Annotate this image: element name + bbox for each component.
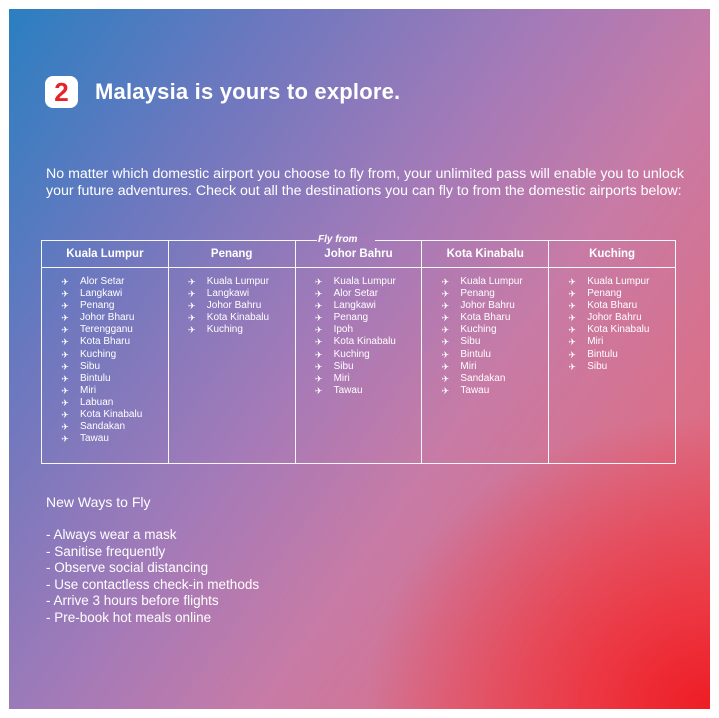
airplane-icon: ✈ <box>61 277 69 287</box>
destination-label: Kuala Lumpur <box>333 276 396 287</box>
airplane-icon: ✈ <box>441 373 450 384</box>
list-item <box>314 324 422 336</box>
list-item <box>567 349 675 361</box>
destination-label: Tawau <box>80 433 109 445</box>
list-item <box>60 385 168 397</box>
list-item <box>60 324 168 336</box>
airplane-icon: ✈ <box>441 325 450 336</box>
airplane-icon: ✈ <box>61 313 69 324</box>
promo-panel <box>9 9 710 709</box>
list-item <box>440 373 548 385</box>
airplane-icon: ✈ <box>568 349 576 360</box>
destination-label: Alor Setar <box>80 276 125 287</box>
list-item <box>60 409 168 421</box>
intro-paragraph: No matter which domestic airport you choose to fly from, your unlimited pass will enable you to unlock your future adventures. Check out all the destinations you can fly to from the domestic airports below: <box>46 166 684 199</box>
destination-label: Kota Kinabalu <box>80 409 143 421</box>
airplane-icon: ✈ <box>188 277 196 287</box>
destination-label: Sibu <box>460 336 481 348</box>
list-item <box>60 336 168 348</box>
destination-label: Tawau <box>333 384 363 396</box>
list-item <box>567 324 675 336</box>
list-item: - Use contactless check-in methods <box>46 576 260 592</box>
airplane-icon: ✈ <box>61 289 69 300</box>
table-column <box>169 241 296 463</box>
airplane-icon: ✈ <box>568 325 576 336</box>
airplane-icon: ✈ <box>441 301 450 312</box>
destination-label: Kuching <box>206 324 243 336</box>
destination-label: Kuching <box>333 348 370 360</box>
list-item: - Always wear a mask <box>46 527 177 542</box>
list-item <box>440 276 548 288</box>
column-origin-header: Johor Bahru <box>296 241 422 268</box>
airplane-icon: ✈ <box>314 337 323 348</box>
list-item <box>567 288 675 300</box>
airplane-icon: ✈ <box>568 301 576 312</box>
destination-label: Langkawi <box>80 288 123 300</box>
list-item <box>60 361 168 373</box>
airplane-icon: ✈ <box>61 385 69 396</box>
list-item <box>440 312 548 324</box>
column-origin-header: Kuala Lumpur <box>42 241 168 268</box>
airplane-icon: ✈ <box>314 313 323 324</box>
list-item <box>60 288 168 300</box>
new-ways-list <box>46 527 259 627</box>
list-item <box>314 349 422 361</box>
list-item <box>60 397 168 409</box>
column-origin-header: Penang <box>169 241 295 268</box>
destination-label: Miri <box>587 336 604 348</box>
airplane-icon: ✈ <box>61 397 69 408</box>
destination-label: Tawau <box>460 384 490 396</box>
list-item: - Sanitise frequently <box>46 543 166 559</box>
destination-label: Johor Bahru <box>206 300 262 312</box>
airplane-icon: ✈ <box>441 313 450 324</box>
destination-label: Sibu <box>333 360 354 372</box>
destination-label: Kota Kinabalu <box>206 312 270 324</box>
destination-label: Kota Kinabalu <box>333 336 396 348</box>
list-item <box>314 336 422 348</box>
destination-label: Bintulu <box>460 348 491 360</box>
table-column <box>549 241 675 463</box>
list-item <box>440 300 548 312</box>
airplane-icon: ✈ <box>441 277 450 287</box>
airplane-icon: ✈ <box>61 422 69 433</box>
destination-label: Kuching <box>460 324 497 336</box>
destination-label: Kota Bharu <box>80 336 131 348</box>
airplane-icon: ✈ <box>188 289 196 300</box>
list-item: - Pre-book hot meals online <box>46 609 212 625</box>
destination-label: Terengganu <box>80 324 133 336</box>
list-item <box>314 312 422 324</box>
list-item <box>60 300 168 312</box>
airplane-icon: ✈ <box>441 289 450 300</box>
destination-label: Kuala Lumpur <box>206 276 270 287</box>
list-item <box>567 276 675 288</box>
destination-label: Langkawi <box>206 288 250 300</box>
destination-label: Johor Bahru <box>587 312 642 324</box>
airplane-icon: ✈ <box>61 410 69 421</box>
list-item <box>314 300 422 312</box>
list-item <box>314 361 422 373</box>
list-item <box>440 336 548 348</box>
airplane-icon: ✈ <box>568 289 576 300</box>
list-item <box>314 276 422 288</box>
airplane-icon: ✈ <box>314 385 323 396</box>
airplane-icon: ✈ <box>568 313 576 324</box>
list-item <box>567 312 675 324</box>
destination-label: Langkawi <box>333 300 376 312</box>
destination-list <box>422 268 548 397</box>
list-item <box>440 349 548 361</box>
airplane-icon: ✈ <box>441 349 450 360</box>
destination-label: Bintulu <box>80 372 111 384</box>
destination-label: Kuala Lumpur <box>587 276 650 287</box>
airplane-icon: ✈ <box>61 434 69 445</box>
list-item: - Arrive 3 hours before flights <box>46 593 219 609</box>
destination-label: Kota Bharu <box>587 300 638 312</box>
destination-label: Kuala Lumpur <box>460 276 523 287</box>
new-ways-title: New Ways to Fly <box>46 494 151 510</box>
destination-label: Sibu <box>80 360 101 372</box>
destination-label: Miri <box>80 384 97 396</box>
destination-label: Alor Setar <box>333 288 379 300</box>
list-item <box>187 300 295 312</box>
table-column <box>422 241 549 463</box>
airplane-icon: ✈ <box>61 325 69 336</box>
list-item <box>187 288 295 300</box>
destination-label: Kota Bharu <box>460 312 511 324</box>
destination-list <box>169 268 295 336</box>
destination-list <box>296 268 422 397</box>
destination-label: Penang <box>460 288 495 300</box>
list-item <box>60 433 168 445</box>
table-column <box>296 241 423 463</box>
airplane-icon: ✈ <box>188 313 196 324</box>
destination-label: Sibu <box>587 360 608 372</box>
airplane-icon: ✈ <box>314 289 323 300</box>
section-header <box>45 76 400 108</box>
list-item <box>60 373 168 385</box>
list-item <box>60 421 168 433</box>
list-item <box>440 288 548 300</box>
airplane-icon: ✈ <box>314 361 323 372</box>
destination-label: Ipoh <box>333 324 354 336</box>
column-origin-header: Kota Kinabalu <box>422 241 548 268</box>
airplane-icon: ✈ <box>568 337 576 348</box>
destination-label: Penang <box>80 300 115 312</box>
list-item <box>187 324 295 336</box>
list-item <box>567 361 675 373</box>
airplane-icon: ✈ <box>568 361 576 372</box>
list-item <box>440 361 548 373</box>
airplane-icon: ✈ <box>61 301 69 312</box>
list-item <box>60 349 168 361</box>
airplane-icon: ✈ <box>314 277 323 287</box>
destination-label: Bintulu <box>587 348 618 360</box>
table-column <box>42 241 169 463</box>
airplane-icon: ✈ <box>61 337 69 348</box>
step-number-badge: 2 <box>45 76 78 108</box>
list-item <box>187 276 295 288</box>
airplane-icon: ✈ <box>188 325 196 336</box>
list-item <box>60 312 168 324</box>
new-ways-section <box>46 494 259 627</box>
destination-label: Kota Kinabalu <box>587 324 650 336</box>
airplane-icon: ✈ <box>314 373 323 384</box>
airplane-icon: ✈ <box>441 361 450 372</box>
destination-label: Miri <box>333 372 350 384</box>
airplane-icon: ✈ <box>61 349 69 360</box>
airplane-icon: ✈ <box>314 325 323 336</box>
destination-label: Sandakan <box>80 421 126 433</box>
destinations-table <box>41 240 676 464</box>
destination-label: Penang <box>587 288 622 300</box>
airplane-icon: ✈ <box>314 349 323 360</box>
list-item <box>314 385 422 397</box>
destination-label: Labuan <box>80 396 114 408</box>
list-item <box>60 276 168 288</box>
list-item <box>567 336 675 348</box>
destination-list <box>42 268 168 445</box>
destination-label: Kuching <box>80 348 117 360</box>
airplane-icon: ✈ <box>441 337 450 348</box>
list-item: - Observe social distancing <box>46 560 209 576</box>
destination-label: Johor Bahru <box>460 300 515 312</box>
airplane-icon: ✈ <box>61 373 69 384</box>
airplane-icon: ✈ <box>441 385 450 396</box>
list-item <box>314 373 422 385</box>
list-item <box>567 300 675 312</box>
destination-list <box>549 268 675 373</box>
fly-from-caption: Fly from <box>318 234 358 245</box>
column-origin-header: Kuching <box>549 241 675 268</box>
list-item <box>314 288 422 300</box>
section-title: Malaysia is yours to explore. <box>95 79 401 104</box>
destination-label: Sandakan <box>460 372 506 384</box>
airplane-icon: ✈ <box>314 301 323 312</box>
airplane-icon: ✈ <box>61 361 69 372</box>
airplane-icon: ✈ <box>568 277 576 287</box>
destination-label: Miri <box>460 360 477 372</box>
list-item <box>187 312 295 324</box>
list-item <box>440 385 548 397</box>
destination-label: Penang <box>333 312 369 324</box>
airplane-icon: ✈ <box>188 301 196 312</box>
list-item <box>440 324 548 336</box>
destination-label: Johor Bharu <box>80 312 135 324</box>
